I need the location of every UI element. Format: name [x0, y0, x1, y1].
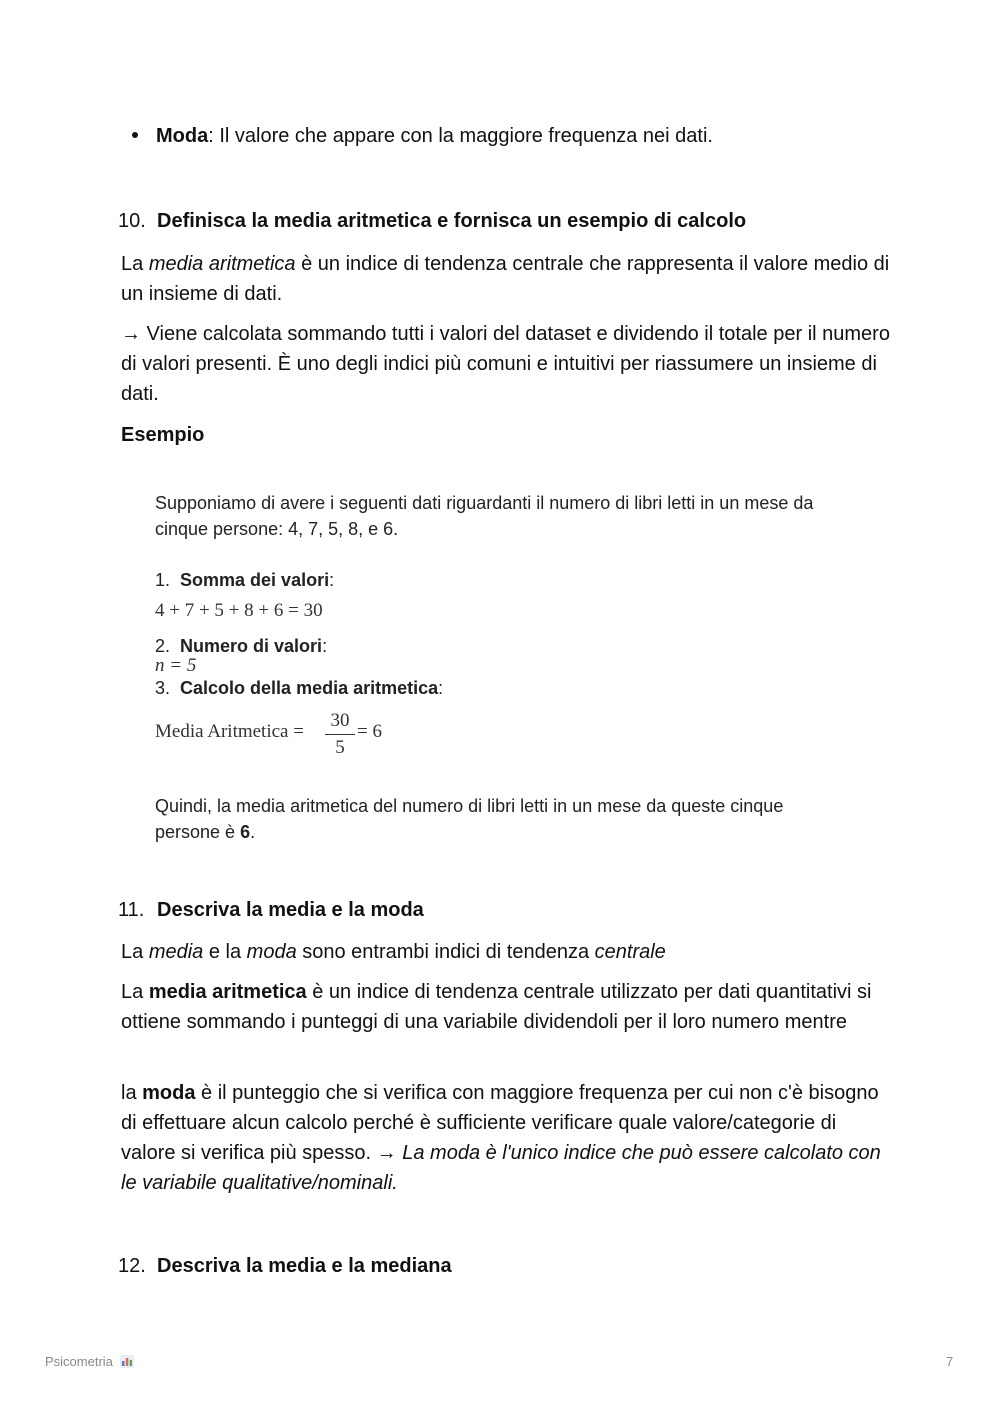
- bar-chart-icon: [120, 1355, 134, 1368]
- q10-number: 10.: [118, 210, 146, 232]
- example-step-1-formula: 4 + 7 + 5 + 8 + 6 = 30: [155, 600, 323, 621]
- q10-paragraph-2: → Viene calcolata sommando tutti i valori del dataset e dividendo il totale per il numero di valori presenti. È uno degli indici più comuni e intuitivi per riassumere un insieme di dati.: [121, 323, 890, 405]
- example-intro-line-1: Supponiamo di avere i seguenti dati riguardanti il numero di libri letti in un mese da: [155, 493, 814, 513]
- example-step-1: 1. Somma dei valori:: [155, 570, 335, 590]
- example-intro-line-2: cinque persone: 4, 7, 5, 8, e 6.: [155, 519, 399, 539]
- example-step-2: 2. Numero di valori:: [155, 636, 328, 656]
- example-conclusion-line-2: persone è 6.: [155, 822, 256, 842]
- bullet-dot: [132, 132, 138, 138]
- example-step-3: 3. Calcolo della media aritmetica:: [155, 678, 444, 698]
- page-number: 7: [946, 1354, 954, 1369]
- q11-paragraph-1: La media e la moda sono entrambi indici di tendenza centrale: [121, 941, 666, 963]
- example-step-2-formula: n = 5: [155, 655, 197, 676]
- example-label: Esempio: [121, 424, 205, 446]
- q10-paragraph-1: La media aritmetica è un indice di tendenza centrale che rappresenta il valore medio di un insieme di dati.: [121, 253, 890, 305]
- bullet-text: : Il valore che appare con la maggiore frequenza nei dati.: [208, 125, 713, 147]
- footer-title: Psicometria: [45, 1354, 134, 1369]
- q12-number: 12.: [118, 1255, 146, 1277]
- q11-title: Descriva la media e la moda: [157, 899, 424, 921]
- q10-title: Definisca la media aritmetica e fornisca un esempio di calcolo: [157, 210, 747, 232]
- q11-paragraph-2: La media aritmetica è un indice di tendenza centrale utilizzato per dati quantitativi si ottiene sommando i punteggi di una variabile dividendoli per il loro numero mentre: [121, 981, 872, 1033]
- q11-number: 11.: [118, 899, 145, 921]
- q12-title: Descriva la media e la mediana: [157, 1255, 452, 1277]
- example-step-3-rhs: = 6: [357, 721, 382, 742]
- q11-paragraph-3: la moda è il punteggio che si verifica con maggiore frequenza per cui non c'è bisogno di effettuare alcun calcolo perché è sufficiente verificare quale valore/categorie di valore si verifica più spesso. → La moda è l'unico indice che può essere calcolato con le variabile qualitative/nominali.: [121, 1082, 881, 1194]
- example-conclusion-line-1: Quindi, la media aritmetica del numero di libri letti in un mese da queste cinque: [155, 796, 784, 816]
- fraction-denominator: 5: [335, 737, 345, 759]
- bullet-term: Moda: [156, 125, 209, 147]
- bullet-moda: [132, 122, 713, 150]
- fraction-bar: [325, 734, 355, 735]
- fraction-numerator: 30: [330, 710, 350, 731]
- example-step-3-lhs: Media Aritmetica =: [155, 721, 304, 742]
- example-fraction: [325, 709, 355, 760]
